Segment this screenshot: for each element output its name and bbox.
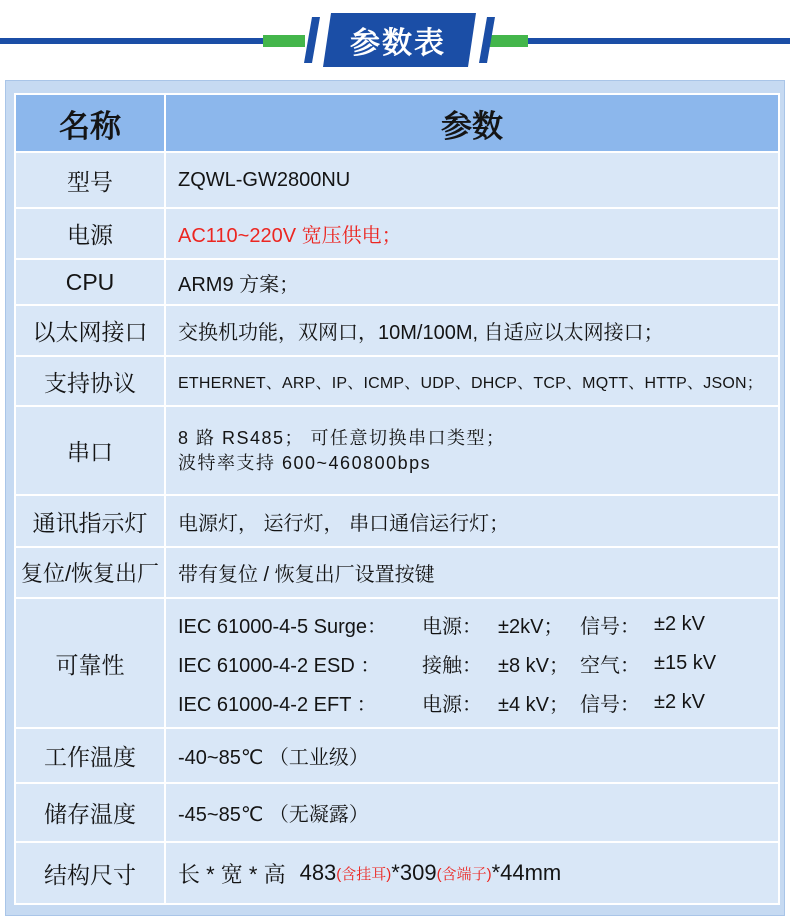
row-indicators-name: 通讯指示灯: [16, 496, 164, 546]
reliability-label: 信号：: [580, 693, 640, 716]
reliability-line-esd: [178, 644, 716, 683]
row-operating-temp-value: -40~85℃ （工业级）: [166, 729, 778, 782]
banner-slash-left: [304, 17, 320, 63]
row-reset-value: 带有复位 / 恢复出厂设置按键: [166, 548, 778, 597]
row-model-name: 型号: [16, 153, 164, 207]
row-protocols-name: 支持协议: [16, 357, 164, 405]
row-cpu-value: ARM9 方案；: [166, 260, 778, 304]
row-reset-name: 复位/恢复出厂: [16, 548, 164, 597]
row-ethernet-name: 以太网接口: [16, 306, 164, 355]
banner-accent-right: [486, 35, 528, 47]
reliability-label: 电源：: [422, 693, 482, 716]
reliability-standard: IEC 61000-4-2 EFT ：: [178, 693, 377, 716]
row-indicators-value: 电源灯， 运行灯， 串口通信运行灯；: [166, 496, 778, 546]
row-model-value: ZQWL-GW2800NU: [166, 153, 778, 207]
row-power-value: AC110~220V 宽压供电；: [166, 209, 778, 258]
serial-line-baud: 波特率支持 600~460800bps: [178, 452, 432, 473]
reliability-value: ±2 kV: [654, 690, 705, 713]
reliability-value: ±15 kV: [654, 651, 717, 674]
banner-line-right: [526, 38, 790, 44]
dimensions-length-note: (含挂耳): [336, 865, 392, 883]
row-power-name: 电源: [16, 209, 164, 258]
row-dimensions-name: 结构尺寸: [16, 843, 164, 903]
row-storage-temp-value: -45~85℃ （无凝露）: [166, 784, 778, 841]
reliability-line-eft: [178, 683, 705, 722]
row-dimensions-value: [166, 843, 778, 903]
dimensions-length: 483: [299, 860, 337, 885]
row-cpu-name: CPU: [16, 260, 164, 304]
row-operating-temp-name: 工作温度: [16, 729, 164, 782]
reliability-standard: IEC 61000-4-2 ESD ：: [178, 654, 381, 677]
row-protocols-value: ETHERNET、ARP、IP、ICMP、UDP、DHCP、TCP、MQTT、HTTP、JSON；: [166, 357, 778, 405]
dimensions-height: *44mm: [491, 860, 562, 885]
header-value: 参数: [166, 95, 778, 151]
reliability-line-surge: [178, 605, 705, 644]
reliability-value: ±2 kV: [654, 612, 705, 635]
dimensions-label: 长 * 宽 * 高: [178, 861, 286, 887]
banner-accent-left: [263, 35, 305, 47]
banner-line-left: [0, 38, 265, 44]
header-name: 名称: [16, 95, 164, 151]
reliability-label: 空气：: [580, 654, 640, 677]
reliability-label: 电源：: [422, 615, 482, 638]
reliability-value: ±8 kV；: [498, 654, 569, 677]
title-banner: [0, 0, 790, 80]
row-ethernet-value: 交换机功能，双网口，10M/100M, 自适应以太网接口；: [166, 306, 778, 355]
reliability-label: 信号：: [580, 615, 640, 638]
reliability-standard: IEC 61000-4-5 Surge：: [178, 615, 388, 638]
reliability-value: ±2kV；: [498, 615, 564, 638]
row-serial-value: [166, 407, 778, 494]
dimensions-width-note: (含端子): [436, 865, 492, 883]
dimensions-width: *309: [391, 860, 437, 885]
row-storage-temp-name: 储存温度: [16, 784, 164, 841]
page-title: 参数表: [350, 26, 446, 61]
row-reliability-name: 可靠性: [16, 599, 164, 727]
reliability-label: 接触：: [422, 654, 482, 677]
serial-line-ports: 8 路 RS485； 可任意切换串口类型；: [178, 427, 506, 448]
spec-table-frame: [5, 80, 785, 916]
reliability-value: ±4 kV；: [498, 693, 569, 716]
row-serial-name: 串口: [16, 407, 164, 494]
spec-table: [14, 93, 780, 905]
row-reliability-value: [166, 599, 778, 727]
